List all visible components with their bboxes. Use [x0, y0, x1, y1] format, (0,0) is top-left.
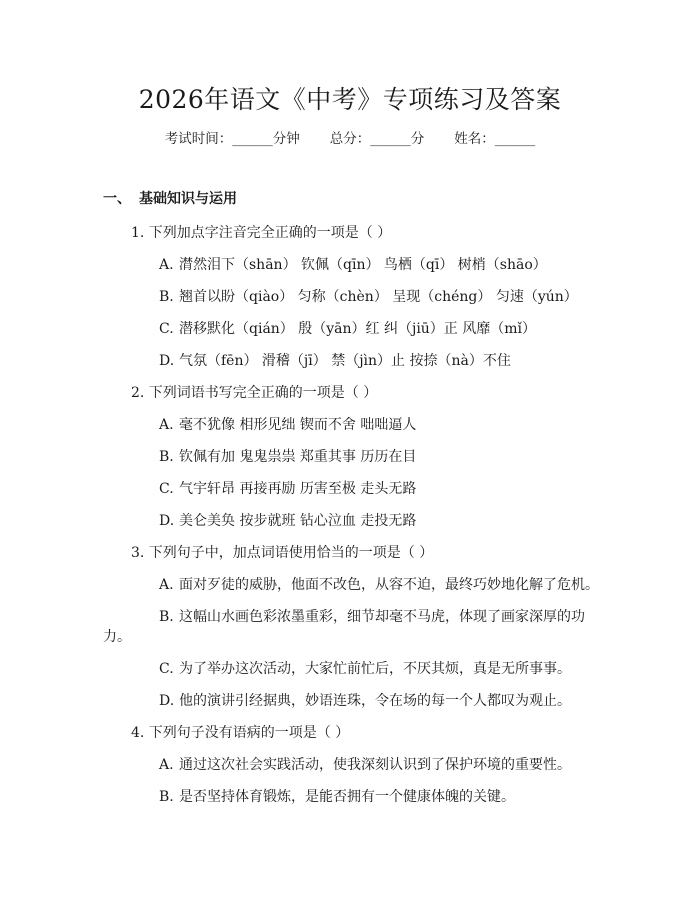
question-3-stem: 3. 下列句子中，加点词语使用恰当的一项是（ ）	[131, 545, 434, 561]
q3-option-a: A. 面对歹徒的威胁，他面不改色，从容不迫，最终巧妙地化解了危机。	[159, 577, 599, 593]
q4-option-a: A. 通过这次社会实践活动，使我深刻认识到了保护环境的重要性。	[159, 757, 571, 773]
q3-option-c: C. 为了举办这次活动，大家忙前忙后，不厌其烦，真是无所事事。	[159, 661, 571, 677]
q2-option-d: D. 美仑美奂 按步就班 钻心泣血 走投无路	[159, 513, 417, 529]
page-title: 2026年语文《中考》专项练习及答案	[138, 85, 562, 114]
exam-time-field: 考试时间：______分钟	[164, 131, 300, 147]
question-4-stem: 4. 下列句子没有语病的一项是（ ）	[131, 725, 350, 741]
student-name-field: 姓名：______	[454, 131, 536, 147]
q3-option-d: D. 他的演讲引经据典，妙语连珠，令在场的每一个人都叹为观止。	[159, 693, 571, 709]
q2-option-b: B. 钦佩有加 鬼鬼祟祟 郑重其事 历历在目	[159, 449, 417, 465]
section-title: 基础知识与运用	[139, 191, 237, 207]
q1-option-a: A. 潸然泪下（shān） 钦佩（qīn） 鸟栖（qī） 树梢（shāo）	[159, 257, 547, 273]
section-heading	[103, 189, 237, 209]
q2-option-a: A. 毫不犹像 相形见绌 锲而不舍 咄咄逼人	[159, 417, 417, 433]
section-number: 一、	[103, 191, 131, 207]
exam-meta	[0, 129, 700, 149]
question-2-stem: 2. 下列词语书写完全正确的一项是（ ）	[131, 385, 378, 401]
q3-option-b: B. 这幅山水画色彩浓墨重彩，细节却毫不马虎，体现了画家深厚的功	[159, 609, 585, 625]
q1-option-b: B. 翘首以盼（qiào） 匀称（chèn） 呈现（chéng） 匀速（yún）	[159, 289, 578, 305]
q1-option-c: C. 潜移默化（qián） 殷（yān）红 纠（jiū）正 风靡（mǐ）	[159, 321, 537, 337]
total-score-field: 总分：______分	[329, 131, 425, 147]
question-1-stem: 1. 下列加点字注音完全正确的一项是（ ）	[131, 225, 392, 241]
q4-option-b: B. 是否坚持体育锻炼，是能否拥有一个健康体魄的关键。	[159, 789, 515, 805]
q2-option-c: C. 气宇轩昂 再接再励 历害至极 走头无路	[159, 481, 417, 497]
q3-option-b-continuation: 力。	[103, 629, 131, 645]
q1-option-d: D. 气氛（fēn） 滑稽（jī） 禁（jìn）止 按捺（nà）不住	[159, 353, 511, 369]
